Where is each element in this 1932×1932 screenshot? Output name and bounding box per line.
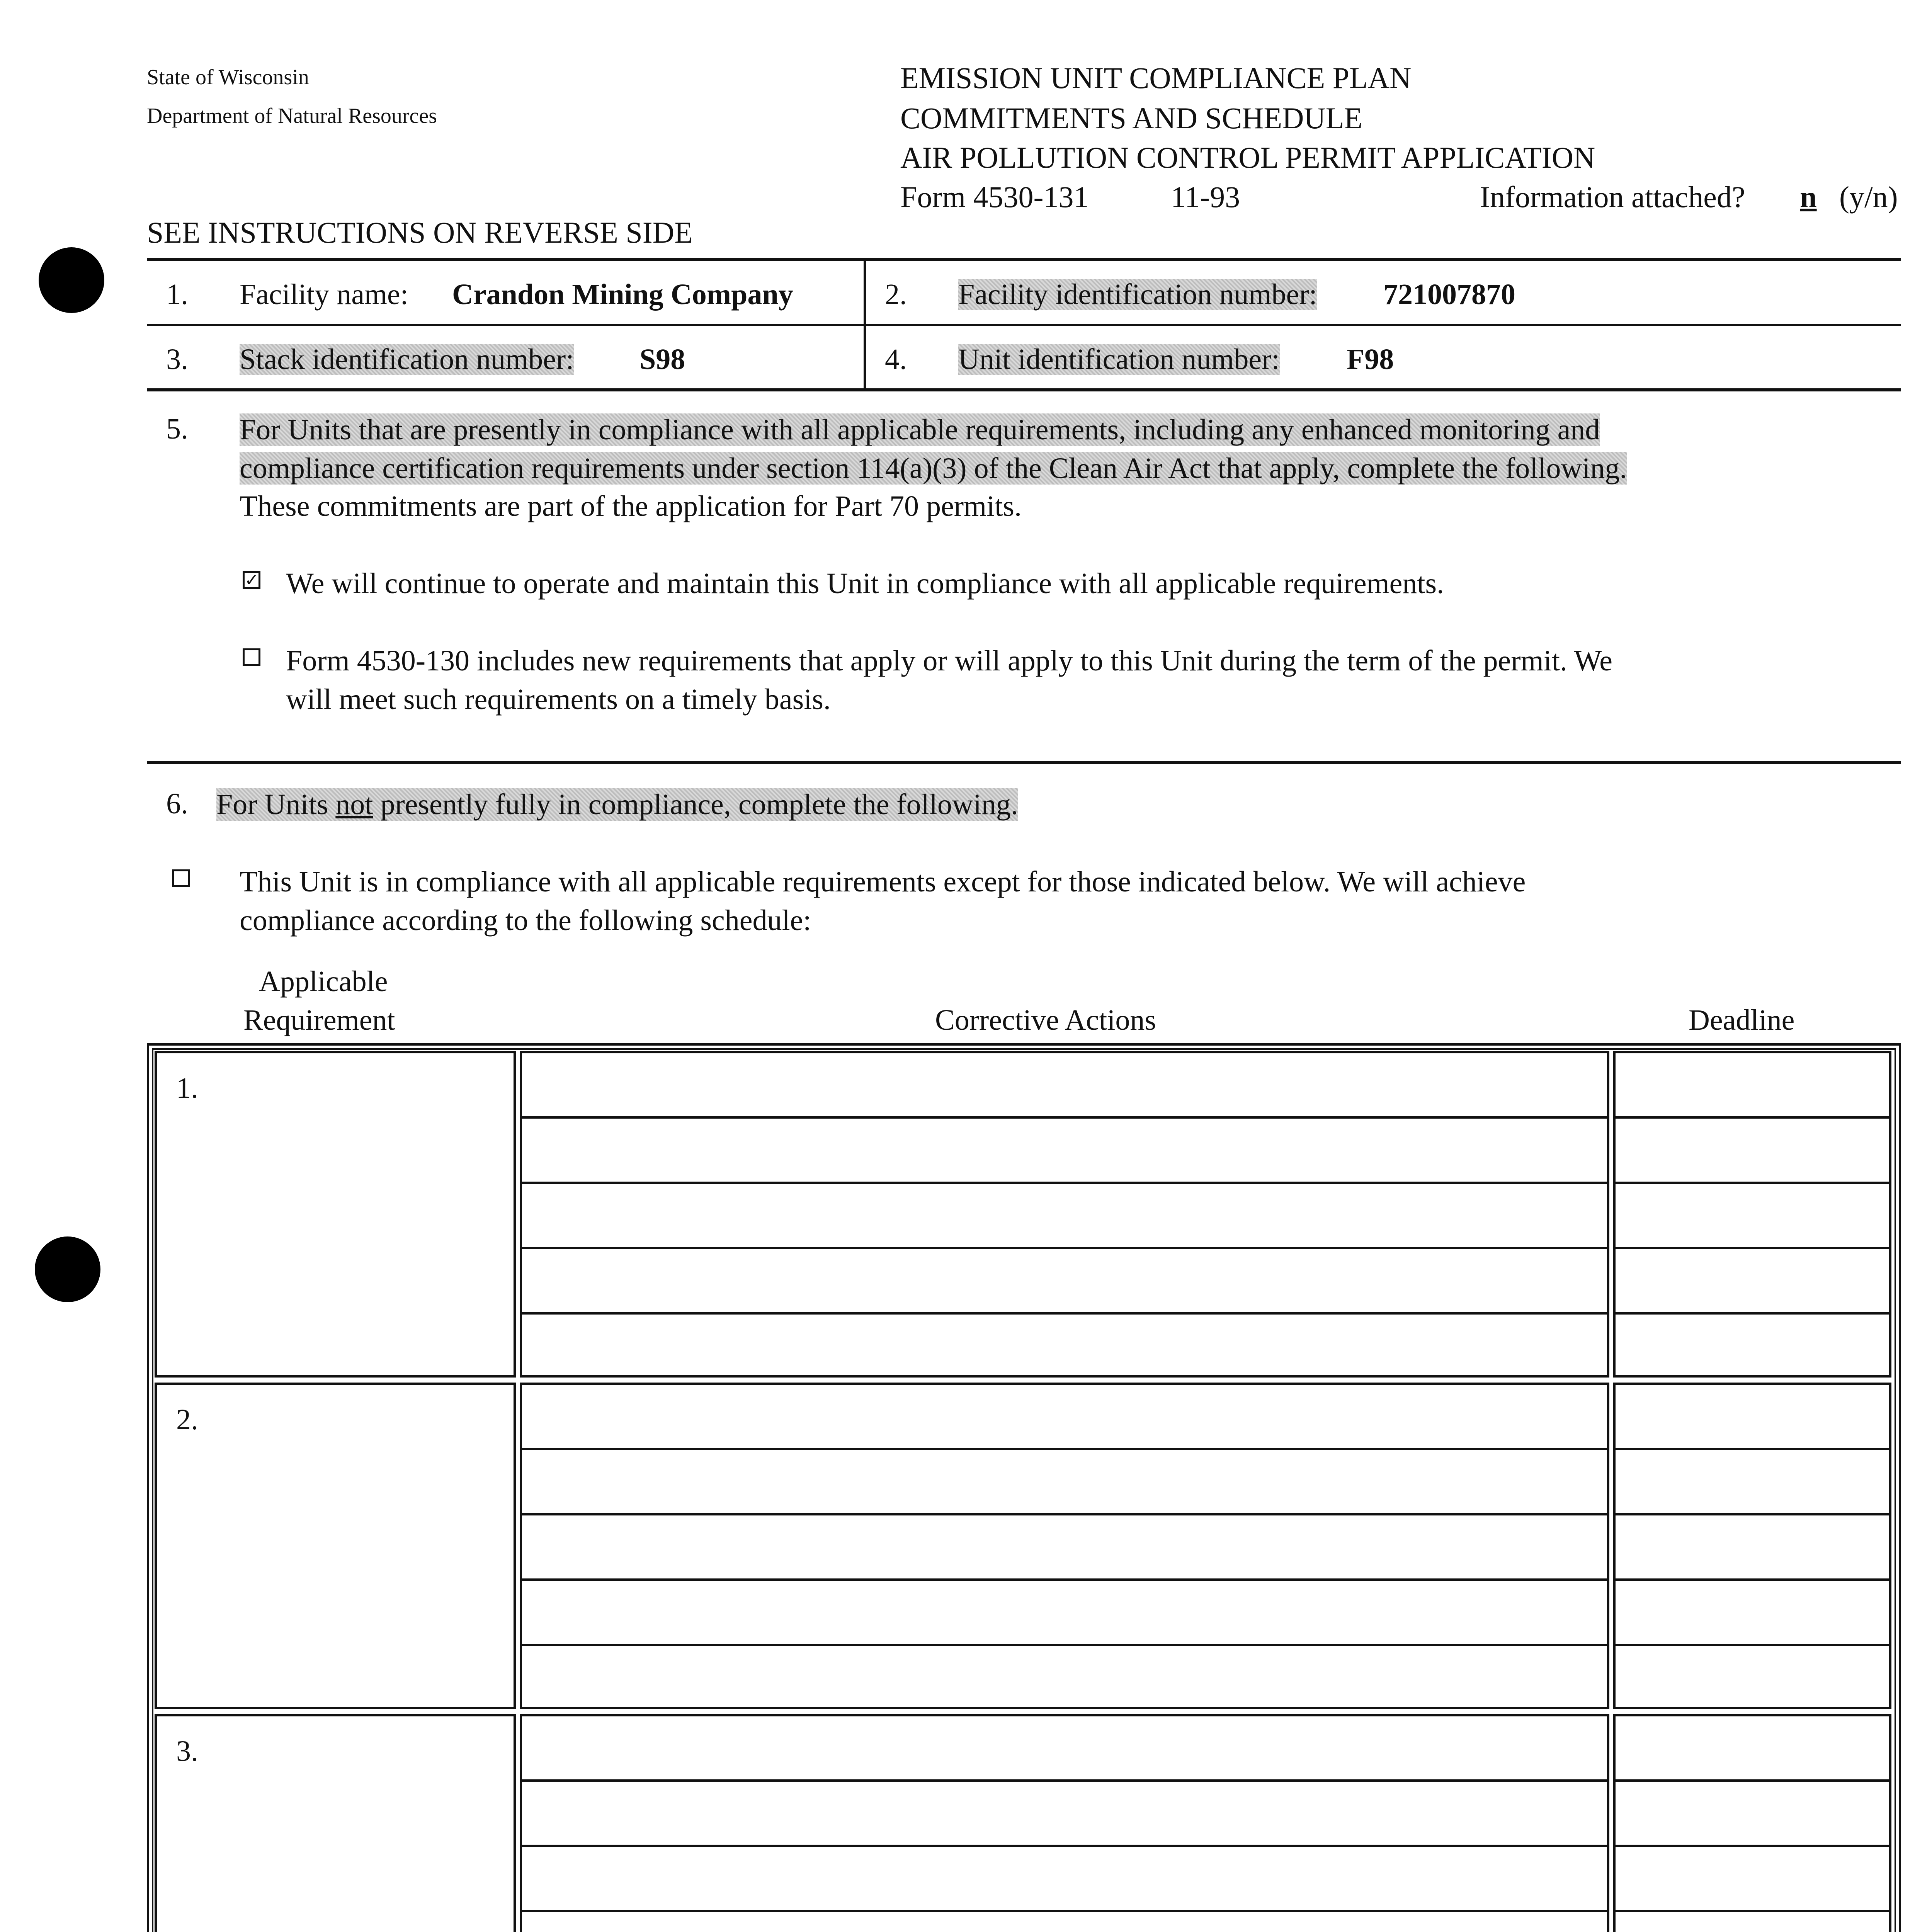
fields-middle-rule <box>147 324 1901 326</box>
field-1-number: 1. <box>166 278 188 311</box>
column-header-corrective-actions: Corrective Actions <box>935 1004 1156 1036</box>
deadline-field[interactable] <box>1613 1312 1891 1378</box>
section-divider <box>147 761 1901 764</box>
form-title-line-3: AIR POLLUTION CONTROL PERMIT APPLICATION <box>900 141 1595 174</box>
section-5-text-line-3: These commitments are part of the application for Part 70 permits. <box>240 490 1022 522</box>
facility-id-value: 721007870 <box>1383 278 1515 311</box>
form-number: Form 4530-131 <box>900 180 1089 214</box>
field-2-number: 2. <box>885 278 907 311</box>
deadline-field[interactable] <box>1613 1513 1891 1581</box>
corrective-action-field[interactable] <box>520 1312 1609 1378</box>
deadline-field[interactable] <box>1613 1845 1891 1912</box>
corrective-action-field[interactable] <box>520 1182 1609 1249</box>
unit-id-label: Unit identification number: <box>958 343 1280 376</box>
requirement-cell-3[interactable] <box>155 1714 516 1932</box>
stack-id-value: S98 <box>639 343 685 376</box>
corrective-action-field[interactable] <box>520 1116 1609 1184</box>
deadline-field[interactable] <box>1613 1779 1891 1847</box>
deadline-field[interactable] <box>1613 1051 1891 1119</box>
corrective-action-field[interactable] <box>520 1910 1609 1932</box>
continue-compliance-checkbox[interactable] <box>243 571 260 589</box>
deadline-field[interactable] <box>1613 1714 1891 1782</box>
facility-name-value: Crandon Mining Company <box>452 278 793 311</box>
stack-id-label: Stack identification number: <box>240 343 574 376</box>
section-6-heading <box>216 788 1018 821</box>
section-5-text-line-1: For Units that are presently in compliance with all applicable requirements, including any enhanced monitoring and <box>240 413 1600 446</box>
requirement-number: 1. <box>176 1072 198 1104</box>
requirement-cell-1[interactable] <box>155 1051 516 1378</box>
corrective-action-field[interactable] <box>520 1644 1609 1709</box>
info-attached-hint: (y/n) <box>1839 180 1898 214</box>
corrective-action-field[interactable] <box>520 1051 1609 1119</box>
instructions-note: SEE INSTRUCTIONS ON REVERSE SIDE <box>147 216 693 249</box>
form-title-line-2: COMMITMENTS AND SCHEDULE <box>900 101 1363 135</box>
deadline-field[interactable] <box>1613 1383 1891 1450</box>
section-6-heading-pre: For Units <box>216 788 336 821</box>
corrective-action-field[interactable] <box>520 1779 1609 1847</box>
info-attached-label: Information attached? <box>1480 180 1745 214</box>
deadline-field[interactable] <box>1613 1644 1891 1709</box>
requirement-cell-2[interactable] <box>155 1383 516 1709</box>
column-header-deadline: Deadline <box>1689 1004 1795 1036</box>
column-header-applicable: Applicable <box>259 965 388 998</box>
column-header-requirement: Requirement <box>243 1004 395 1036</box>
corrective-action-field[interactable] <box>520 1578 1609 1646</box>
corrective-action-field[interactable] <box>520 1513 1609 1581</box>
punch-hole-top <box>39 247 104 313</box>
corrective-action-field[interactable] <box>520 1247 1609 1315</box>
fields-bottom-rule <box>147 388 1901 391</box>
partial-compliance-text-line-2: compliance according to the following schedule: <box>240 904 811 937</box>
section-6-number: 6. <box>166 787 188 820</box>
corrective-action-field[interactable] <box>520 1383 1609 1450</box>
form-date: 11-93 <box>1171 180 1240 214</box>
check-mark-icon: ✓ <box>245 571 259 590</box>
section-5-number: 5. <box>166 413 188 445</box>
field-3-number: 3. <box>166 343 188 376</box>
partial-compliance-text-line-1: This Unit is in compliance with all applicable requirements except for those indicated below. We will achieve <box>240 866 1526 898</box>
requirement-number: 3. <box>176 1735 198 1767</box>
deadline-field[interactable] <box>1613 1578 1891 1646</box>
deadline-field[interactable] <box>1613 1182 1891 1249</box>
corrective-action-field[interactable] <box>520 1845 1609 1912</box>
fields-column-divider <box>864 258 866 391</box>
deadline-field[interactable] <box>1613 1448 1891 1515</box>
deadline-field[interactable] <box>1613 1247 1891 1315</box>
facility-id-label: Facility identification number: <box>958 278 1317 311</box>
partial-compliance-checkbox[interactable] <box>172 869 190 887</box>
new-requirements-checkbox[interactable] <box>243 648 260 666</box>
new-requirements-text-line-2: will meet such requirements on a timely basis. <box>286 683 831 716</box>
facility-name-label: Facility name: <box>240 278 408 311</box>
punch-hole-middle <box>35 1236 100 1302</box>
requirement-number: 2. <box>176 1403 198 1436</box>
continue-compliance-text: We will continue to operate and maintain this Unit in compliance with all applicable requirements. <box>286 567 1444 600</box>
section-6-heading-post: presently fully in compliance, complete the following. <box>373 788 1018 821</box>
deadline-field[interactable] <box>1613 1910 1891 1932</box>
info-attached-value[interactable]: n <box>1800 180 1817 214</box>
section-5-text-line-2: compliance certification requirements under section 114(a)(3) of the Clean Air Act that apply, complete the following. <box>240 452 1627 485</box>
field-4-number: 4. <box>885 343 907 376</box>
fields-top-rule <box>147 258 1901 261</box>
corrective-action-field[interactable] <box>520 1714 1609 1782</box>
agency-line-2: Department of Natural Resources <box>147 104 437 128</box>
unit-id-value: F98 <box>1347 343 1394 376</box>
corrective-action-field[interactable] <box>520 1448 1609 1515</box>
new-requirements-text-line-1: Form 4530-130 includes new requirements that apply or will apply to this Unit during the term of the permit. We <box>286 645 1612 677</box>
agency-line-1: State of Wisconsin <box>147 65 309 89</box>
deadline-field[interactable] <box>1613 1116 1891 1184</box>
form-title-line-1: EMISSION UNIT COMPLIANCE PLAN <box>900 61 1412 95</box>
section-6-heading-not: not <box>335 788 373 821</box>
